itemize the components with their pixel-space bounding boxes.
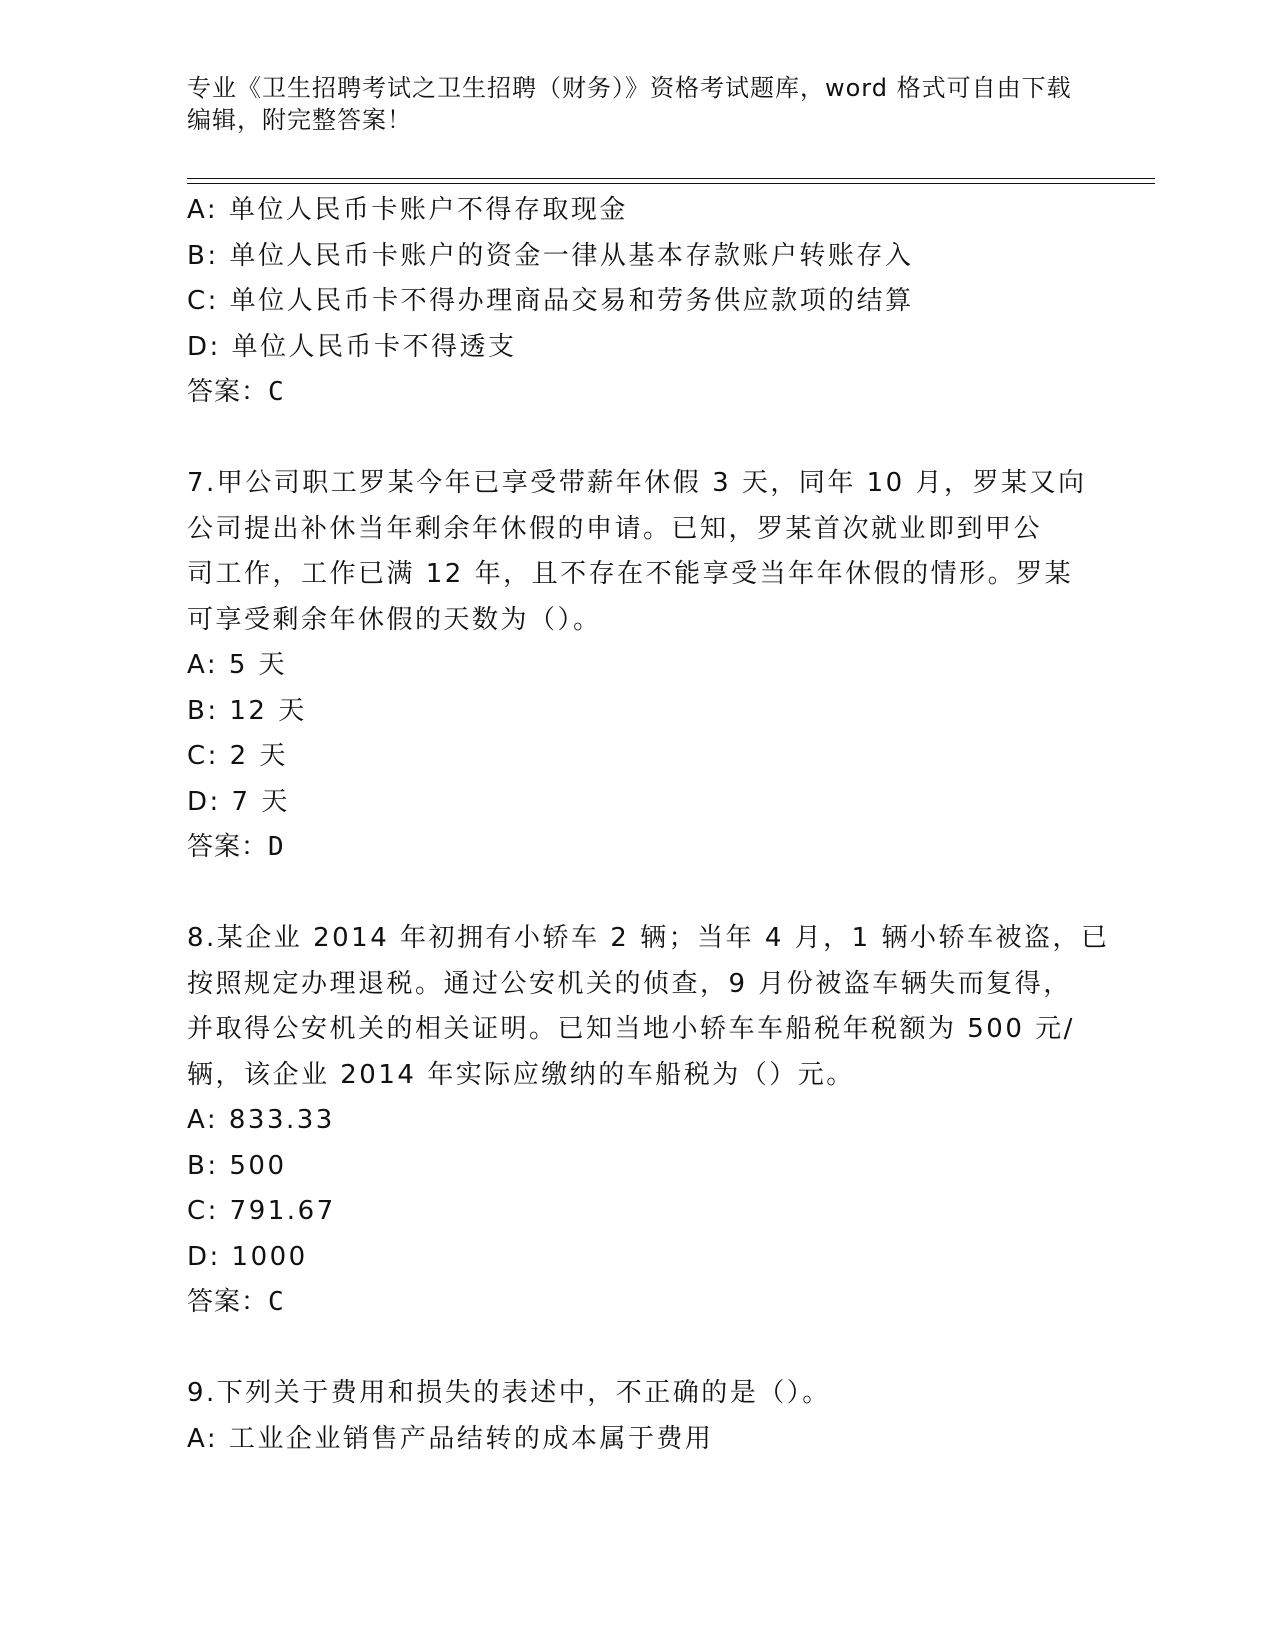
question-9 xyxy=(187,1371,1087,1462)
stem-line: 可享受剩余年休假的天数为（）。 xyxy=(187,604,602,635)
stem-line: 辆，该企业 2014 年实际应缴纳的车船税为（）元。 xyxy=(187,1059,855,1090)
answer-line xyxy=(187,370,1087,416)
option-b: B: 12 天 xyxy=(187,695,307,726)
answer-value: C xyxy=(268,377,285,407)
stem-line: 9.下列关于费用和损失的表述中，不正确的是（）。 xyxy=(187,1378,831,1408)
answer-label: 答案： xyxy=(187,377,269,407)
spacer xyxy=(187,1326,1087,1372)
spacer xyxy=(187,871,1087,917)
option-a: A: 833.33 xyxy=(187,1105,335,1135)
option-d: D: 7 天 xyxy=(187,786,290,817)
option-d: D: 1000 xyxy=(187,1241,308,1272)
option-c: C: 791.67 xyxy=(187,1196,336,1226)
option-c: C: 单位人民币卡不得办理商品交易和劳务供应款项的结算 xyxy=(187,286,914,316)
question-stem xyxy=(187,916,1110,1098)
stem-line: 公司提出补休当年剩余年休假的申请。已知，罗某首次就业即到甲公 xyxy=(187,513,1043,544)
spacer xyxy=(187,416,1087,462)
option-a: A: 5 天 xyxy=(187,650,288,680)
answer-label: 答案： xyxy=(187,1287,269,1317)
option-b: B: 单位人民币卡账户的资金一律从基本存款账户转账存入 xyxy=(187,240,914,271)
question-6 xyxy=(187,188,1087,416)
answer-value: D xyxy=(268,832,285,862)
header-line-1: 专业《卫生招聘考试之卫生招聘（财务）》资格考试题库，word 格式可自由下载 xyxy=(187,74,1072,102)
answer-value: C xyxy=(268,1287,285,1317)
option-c: C: 2 天 xyxy=(187,741,288,771)
question-content xyxy=(187,188,1110,1462)
header-line-2: 编辑，附完整答案！ xyxy=(187,106,412,134)
stem-line: 并取得公安机关的相关证明。已知当地小轿车车船税年税额为 500 元/ xyxy=(187,1014,1075,1044)
header-divider-top xyxy=(187,178,1155,179)
option-a: A: 工业企业销售产品结转的成本属于费用 xyxy=(187,1423,714,1454)
option-b: B: 500 xyxy=(187,1150,287,1181)
header-divider-bottom xyxy=(187,183,1155,184)
question-8 xyxy=(187,916,1110,1326)
stem-line: 按照规定办理退税。通过公安机关的侦查，9 月份被盗车辆失而复得， xyxy=(187,968,1072,999)
question-stem xyxy=(187,1371,1087,1417)
answer-label: 答案： xyxy=(187,832,269,862)
question-stem xyxy=(187,461,1087,643)
option-d: D: 单位人民币卡不得透支 xyxy=(187,331,517,362)
answer-line xyxy=(187,825,1087,871)
stem-line: 8.某企业 2014 年初拥有小轿车 2 辆；当年 4 月，1 辆小轿车被盗，已 xyxy=(187,923,1110,953)
answer-line xyxy=(187,1280,1087,1326)
question-7 xyxy=(187,461,1087,871)
document-header xyxy=(187,72,1087,136)
option-a: A: 单位人民币卡账户不得存取现金 xyxy=(187,195,628,225)
stem-line: 7.甲公司职工罗某今年已享受带薪年休假 3 天，同年 10 月，罗某又向 xyxy=(187,468,1087,498)
stem-line: 司工作，工作已满 12 年，且不存在不能享受当年年休假的情形。罗某 xyxy=(187,559,1074,589)
